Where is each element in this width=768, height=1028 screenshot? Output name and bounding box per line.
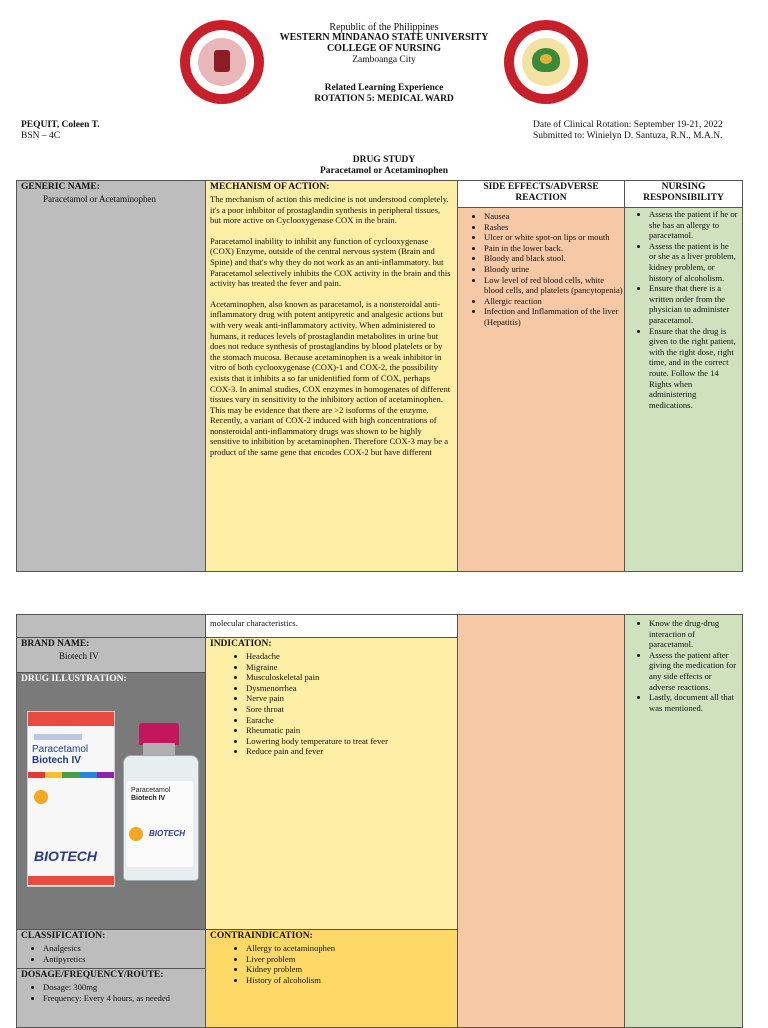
indication-item: • Sore throat xyxy=(246,704,457,715)
side-effect-item: • Bloody urine xyxy=(484,264,624,275)
bottle-brand-logo: BIOTECH xyxy=(149,829,185,838)
generic-name-heading: GENERIC NAME: xyxy=(21,182,100,192)
brand-name-value: Biotech IV xyxy=(59,651,99,661)
drug-illustration-heading: DRUG ILLUSTRATION: xyxy=(21,674,127,684)
generic-name-value: Paracetamol or Acetaminophen xyxy=(43,194,156,204)
header-college-name: COLLEGE OF NURSING xyxy=(326,43,442,54)
classification-heading: CLASSIFICATION: xyxy=(21,931,106,941)
moa-continuation-cell xyxy=(205,614,458,638)
classification-item: • Analgesics xyxy=(43,943,205,954)
moa-continuation-text: molecular characteristics. xyxy=(210,618,298,628)
indication-item: • Rheumatic pain xyxy=(246,725,457,736)
box-label-line2: Biotech IV xyxy=(32,755,81,766)
indication-item: • Lowering body temperature to treat fever xyxy=(246,736,457,747)
nursing-item: • Lastly, document all that was mentioned. xyxy=(649,692,738,713)
nursing-continuation-cell xyxy=(624,614,743,1028)
side-effect-item: • Nausea xyxy=(484,211,624,222)
contraindication-item: • History of alcoholism xyxy=(246,975,457,986)
dosage-list xyxy=(17,982,205,1003)
side-effect-item: • Rashes xyxy=(484,222,624,233)
indication-item: • Earache xyxy=(246,715,457,726)
header-university-name: WESTERN MINDANAO STATE UNIVERSITY xyxy=(279,32,489,43)
nursing-responsibility-cell xyxy=(624,180,743,572)
box-brand-logo: BIOTECH xyxy=(34,848,97,864)
side-effects-list xyxy=(458,211,624,328)
indication-item: • Reduce pain and fever xyxy=(246,746,457,757)
nursing-list-continued xyxy=(625,618,742,713)
nursing-item: • Ensure that there is a written order from the physician to administer paracetamol. xyxy=(649,283,738,325)
nursing-list xyxy=(625,209,742,410)
side-effects-continuation-cell xyxy=(457,614,625,1028)
nursing-item: • Assess the patient if he or she has an allergy to paracetamol. xyxy=(649,209,738,241)
indication-heading: INDICATION: xyxy=(210,639,272,649)
side-effect-item: • Infection and Inflammation of the liver (Hepatitis) xyxy=(484,306,624,327)
contraindication-item: • Allergy to acetaminophen xyxy=(246,943,457,954)
classification-list xyxy=(17,943,205,964)
nursing-item: • Know the drug-drug interaction of paracetamol. xyxy=(649,618,738,650)
header-rle: Related Learning Experience xyxy=(324,83,444,93)
indication-list xyxy=(206,651,457,757)
mechanism-of-action-cell xyxy=(205,180,458,572)
side-effect-item: • Pain in the lower back. xyxy=(484,243,624,254)
rotation-date: Date of Clinical Rotation: September 19-21, 2022 xyxy=(533,120,723,130)
dosage-cell xyxy=(16,968,206,1028)
medicine-box-image xyxy=(27,711,115,887)
indication-cell xyxy=(205,637,458,930)
brand-name-cell xyxy=(16,637,206,673)
side-effect-item: • Bloody and black stool. xyxy=(484,253,624,264)
student-section: BSN – 4C xyxy=(21,131,61,141)
nursing-item: • Assess the patient is he or she as a liver problem, kidney problem, or history of alcoholism. xyxy=(649,241,738,283)
indication-item: • Dysmenorrhea xyxy=(246,683,457,694)
header-city: Zamboanga City xyxy=(352,55,416,65)
student-name: PEQUIT, Coleen T. xyxy=(21,120,100,130)
dosage-item: • Frequency: Every 4 hours, as needed xyxy=(43,993,205,1004)
drug-study-title: DRUG STUDY xyxy=(352,155,416,165)
moa-paragraph-2: Paracetamol inability to inhibit any function of cyclooxygenase (COX) Enzyme, outside of the central nervous system (Brain and Spine) and that's why they do not work as an anti-inflammatory. but Paracetamol selectively inhibits the COX activity in the brain and this activity has treated the fever and pain. xyxy=(210,235,451,289)
classification-item: • Antipyretics xyxy=(43,954,205,965)
contraindication-item: • Kidney problem xyxy=(246,964,457,975)
drug-illustration-cell xyxy=(16,672,206,930)
brand-name-heading: BRAND NAME: xyxy=(21,639,90,649)
classification-cell xyxy=(16,929,206,969)
medicine-bottle-image xyxy=(121,723,199,883)
contraindication-list xyxy=(206,943,457,985)
dosage-heading: DOSAGE/FREQUENCY/ROUTE: xyxy=(21,970,164,980)
indication-item: • Migraine xyxy=(246,662,457,673)
drug-study-subtitle: Paracetamol or Acetaminophen xyxy=(319,166,449,176)
contraindication-item: • Liver problem xyxy=(246,954,457,965)
indication-item: • Nerve pain xyxy=(246,693,457,704)
nursing-item: • Assess the patient after giving the medication for any side effects or adverse reactions. xyxy=(649,650,738,692)
header-rotation: ROTATION 5: MEDICAL WARD xyxy=(314,94,454,104)
side-effect-item: • Ulcer or white spot-on lips or mouth xyxy=(484,232,624,243)
moa-paragraph-3: Acetaminophen, also known as paracetamol, is a nonsteroidal anti-inflammatory drug with potent antipyretic and analgesic actions but with very weak anti-inflammatory activity. When administered to humans, it reduces levels of prostaglandin metabolites in urine but does not reduce synthesis of prostaglandins by blood platelets or by the stomach mucosa. Because acetaminophen is a weak inhibitor in vitro of both cyclooxygenase (COX)-1 and COX-2, the possibility exists that it inhibits a so far unidentified form of COX, perhaps COX-3. In animal studies, COX enzymes in homogenates of different tissues vary in sensitivity to the inhibitory action of acetaminophen. This may be evidence that there are >2 isoforms of the enzyme. Recently, a variant of COX-2 induced with high concentrations of nonsteroidal anti-inflammatory drugs was shown to be highly sensitive to inhibition by acetaminophen. Therefore COX-3 may be a product of the same gene that encodes COX-2 but have different xyxy=(210,298,451,458)
side-effects-cell xyxy=(457,180,625,572)
moa-heading: MECHANISM OF ACTION: xyxy=(210,182,330,192)
generic-name-cell xyxy=(16,180,206,572)
indication-item: • Musculoskeletal pain xyxy=(246,672,457,683)
nursing-item: • Ensure that the drug is given to the right patient, with the right dose, right time, and in the correct route. Follow the 14 Rights when administering medications. xyxy=(649,326,738,411)
dosage-item: • Dosage: 300mg xyxy=(43,982,205,993)
continuation-gray-cell xyxy=(16,614,206,638)
header-line-republic: Republic of the Philippines xyxy=(329,22,439,33)
bottle-label-line1: Paracetamol xyxy=(131,787,171,794)
bottle-label-line2: Biotech IV xyxy=(131,795,166,802)
side-effect-item: • Low level of red blood cells, white blood cells, and platelets (pancytopenia) xyxy=(484,275,624,296)
contraindication-heading: CONTRAINDICATION: xyxy=(210,931,313,941)
indication-item: • Headache xyxy=(246,651,457,662)
moa-paragraph-1: The mechanism of action this medicine is not understood completely. it's a poor inhibitor of prostaglandin synthesis in peripheral tissues, but more active on Cyclooxygenase COX in the brain. xyxy=(210,194,449,226)
nursing-heading: NURSING RESPONSIBILITY xyxy=(643,182,724,203)
side-effect-item: • Allergic reaction xyxy=(484,296,624,307)
box-label-line1: Paracetamol xyxy=(32,744,89,755)
submitted-to: Submitted to: Winielyn D. Santuza, R.N., M.A.N. xyxy=(533,131,723,141)
side-effects-heading: SIDE EFFECTS/ADVERSE REACTION xyxy=(483,182,599,203)
contraindication-cell xyxy=(205,929,458,1028)
